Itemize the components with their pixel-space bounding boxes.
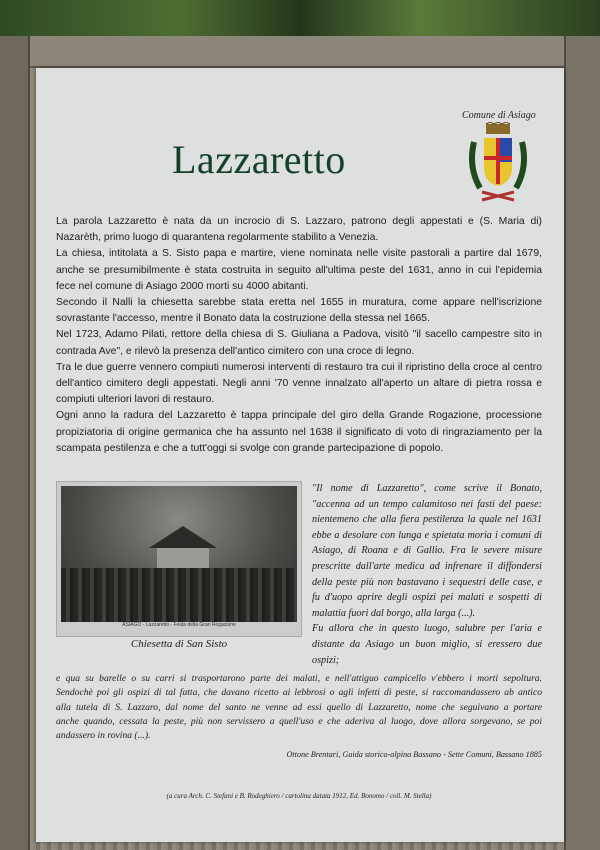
quote-text-continued [56,668,542,743]
citation: Ottone Brentari, Guida storico-alpina Bassano - Sette Comuni, Bassano 1885 [286,750,542,760]
foliage-background [0,0,600,40]
wooden-post-right [564,36,600,850]
footer-credits: (a cura Arch. C. Stefani e B. Rodeghiero / cartolina datata 1912, Ed. Bonomo / coll. M. Stella) [166,792,432,801]
text-line: prescritte dall'arte medica ad infrenare il diffondersi [312,561,542,573]
text-line: fece nel comune di Asiago 2000 morti su 4000 abitanti. [56,280,309,292]
photo-print-caption: ASIAGO - Lazzaretto - Festa della Gran Rogazione [122,622,236,629]
text-line: Asiago, di Roana e di Gallio. Fra le severe misure [312,545,542,557]
text-line: dell'antico cimitero degli appestati. Negli anni '70 venne innalzato all'aperto un altare di pietra rossa e [56,378,542,390]
coat-of-arms-icon [466,122,530,206]
text-line: distante da Asiago un buon miglio, si eressero due [312,638,542,650]
text-line: sovrastante l'accesso, mentre il Bonato data la costruzione della stessa nel 1665. [56,313,430,325]
text-line: della peste più non bastavano i sequestri delle case, e [312,576,542,588]
text-line: scampata pestilenza e che a tutt'oggi si svolge con grande partecipazione di popolo. [56,442,444,454]
text-line: Fu allora che in questo luogo, salubre per l'aria e [312,623,542,635]
text-line: malattia fuori dal borgo, alla larga (...). [312,607,476,619]
photo-block [56,481,302,651]
lower-section [56,481,542,801]
text-line: Tra le due guerre vennero compiuti numerosi interventi di restauro tra cui il ripristino della croce al centro [56,361,542,373]
text-line: fu d'uopo aprire degli ospizi pei malati e sospetti di [312,592,542,604]
text-line: contrada Ave", e rilevò la presenza dell'antico cimitero con una croce di legno. [56,345,415,357]
photo-image [61,486,297,622]
wooden-post-left [0,36,30,850]
text-line: Nazarèth, primo luogo di quarantena regolarmente stabilito a Venezia. [56,232,379,244]
text-line: ospizi; [312,654,340,666]
text-line: anche se presumibilmente è stata costruita in seguito all'ultima peste del 1631, anno in cui l'epidemia [56,264,542,276]
text-line: La chiesa, intitolata a S. Sisto papa e martire, viene nominata nelle visite pastorali a partire dal 1679, [56,248,542,260]
quote-text [312,481,542,668]
sign-title: Lazzaretto [172,137,346,182]
sign-content [56,214,542,801]
text-line: Secondo il Nalli la chiesetta sarebbe stata eretta nel 1655 in muratura, come appare nell'iscrizione [56,297,542,309]
body-text [56,214,542,457]
text-line: Nel 1723, Adamo Pilati, rettore della chiesa di S. Giuliana a Padova, visitò "il sacello campestre sito in [56,329,542,341]
text-line: Ogni anno la radura del Lazzaretto è tappa principale del giro della Grande Rogazione, processione [56,410,542,422]
text-line: Sendochè poi gli ospizi di tal fatta, che davano ricetto ai lebbrosi o agli infetti di peste, si raccomandassero ab antico [56,687,542,699]
text-line: ebbe a desolare con lunga e spietata moria i comuni di [312,529,542,541]
text-line: "accenna ad un tempo calamitoso nei fasti del paese: [312,498,542,510]
text-line: "Il nome di Lazzaretto", come scrive il Bonato, [312,483,542,495]
historic-postcard-photo [56,481,302,637]
photo-caption: Chiesetta di San Sisto [130,638,228,651]
emblem-label: Comune di Asiago [462,110,536,121]
text-line: propiziatoria di origine germanica che ha assunto nel 1638 il significato di voto di ringraziamento per la [56,426,542,438]
text-line: e qua su barelle o su carri si trasportarono parte dei malati, e nell'attiguo campicello v'ebbero i morti sepoltura. [56,673,542,685]
text-line: anche quando, cessata la peste, più non servissero a quell'uso e che aderiva al luogo, dove allora sorgevano, se poi [56,715,542,727]
text-line: compiuti ulteriori lavori di restauro. [56,394,215,406]
wooden-beam [0,36,600,68]
text-line: La parola Lazzaretto è nata da un incrocio di S. Lazzaro, patrono degli appestati e (S. Maria di) [56,216,542,227]
text-line: nientemeno che alla fiera pestilenza la quale nel 1631 [312,514,542,526]
text-line: andassero in rovina (...). [56,729,151,741]
text-line: alla tutela di S. Lazzaro, dal nome del santo ne venne ad essi quello di Lazzaretto, nome che seguivano a portare [56,701,542,713]
